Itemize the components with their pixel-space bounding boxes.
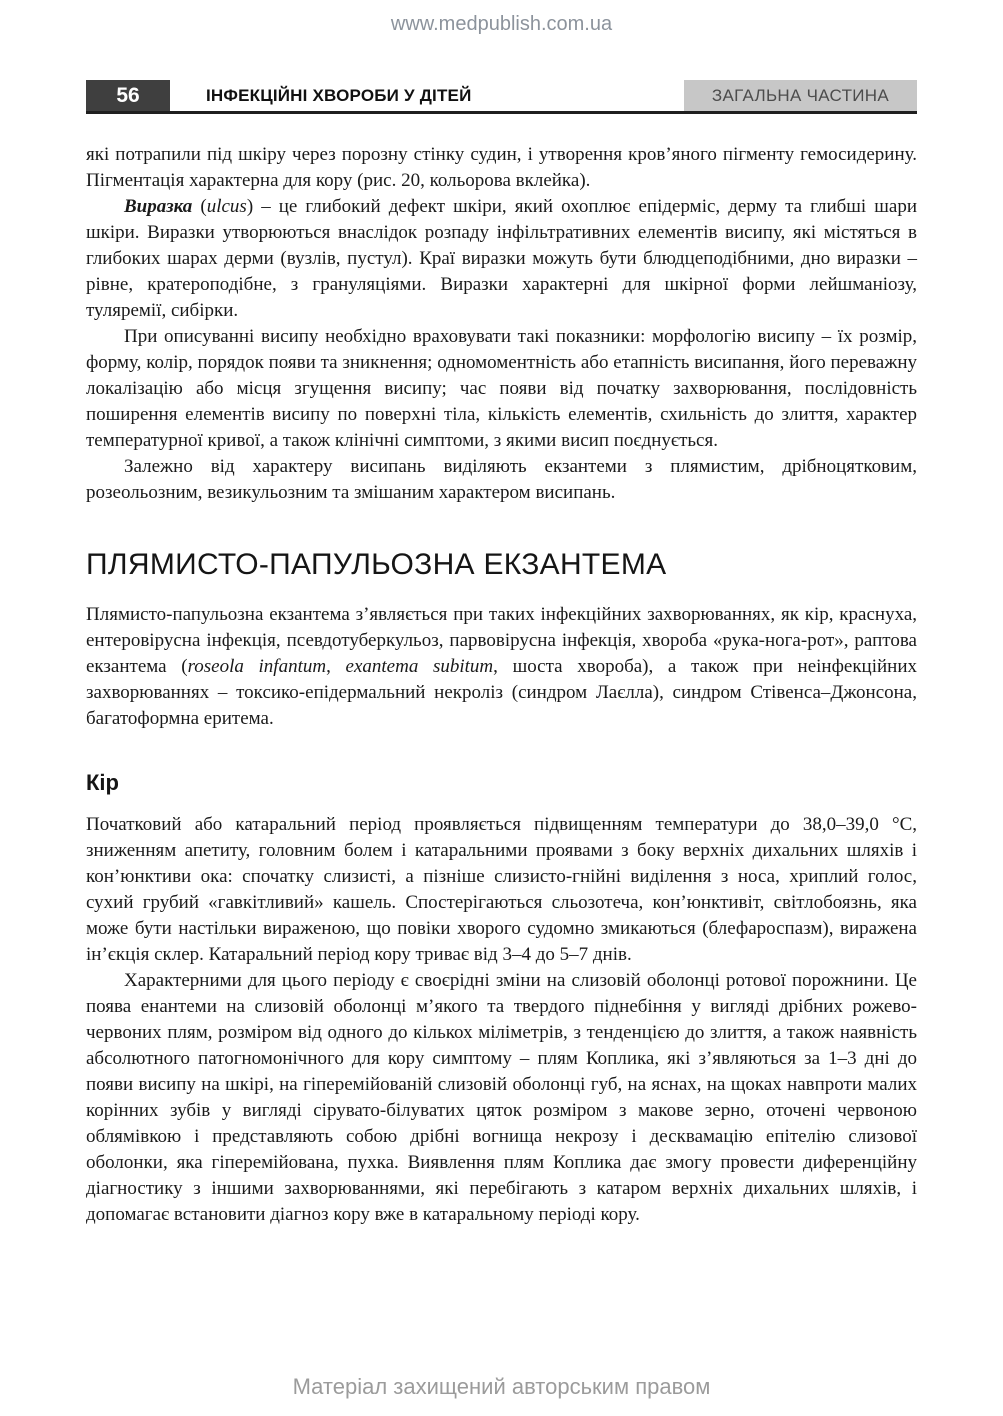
text-segment: При описуванні висипу необхідно враховувати такі показники: морфологію висипу – їх розмір, форму, колір, порядок появи та зникнення; одномоментність або етапність висипання, його переважну локалізацію або місця згущення висипу; час появи від початку захворювання, послідовність поширення елементів висипу по поверхні тіла, кількість елементів, схильність до злиття, характер температурної кривої, а також клінічні симптоми, з якими висип поєднується. [86, 326, 917, 451]
emphasized-term: exantema subitum [345, 656, 494, 677]
text-segment: , шоста хвороба), а також при неінфекційних захворюваннях – токсико-епідермальний некроліз (синдром Лаєлла), синдром Стівенса–Джонсона, багатоформна еритема. [86, 656, 918, 729]
copyright-notice: Матеріал захищений авторським правом [292, 1374, 711, 1399]
page-number: 56 [86, 80, 170, 111]
watermark-url: www.medpublish.com.ua [390, 13, 613, 35]
subsection-heading: Кір [86, 770, 119, 795]
text-segment: Залежно від характеру висипань виділяють екзантеми з плямистим, дрібноцятковим, розеольозним, везикульозним та змішаним характером висипань. [86, 456, 917, 503]
body-paragraph [86, 454, 917, 506]
body-paragraph [86, 142, 917, 194]
text-segment: Плямисто-папульозна екзантема з’являється при таких інфекційних захворюваннях, як кір, краснуха, ентеровірусна інфекція, псевдотуберкульоз, парвовірусна інфекція, хвороба «рука-нога-рот», раптова екзантема ( [86, 604, 917, 677]
emphasized-term: roseola infantum [187, 656, 327, 677]
section-label: ЗАГАЛЬНА ЧАСТИНА [684, 80, 917, 111]
text-segment: які потрапили під шкіру через порозну стінку судин, і утворення кров’яного пігменту гемосидерину. Пігментація характерна для кору (рис. 20, кольорова вклейка). [86, 144, 917, 191]
text-segment: Початковий або катаральний період проявляється підвищенням температури до 38,0–39,0 °С, зниженням апетиту, головним болем і катаральними проявами з боку верхніх дихальних шляхів і кон’юнктиви ока: спочатку слизисті, а пізніше слизисто-гнійні виділення з носа, хриплий голос, сухий грубий «гавкітливий» кашель. Спостерігаються сльозотеча, кон’юнктивіт, світлобоязнь, яка може бути настільки вираженою, що повіки хворого судомно змикаються (блефароспазм), виражена ін’єкція склер. Катаральний період кору триває від 3–4 до 5–7 днів. [86, 814, 917, 965]
body-paragraph [86, 324, 917, 454]
body-paragraph [86, 968, 917, 1228]
book-title: ІНФЕКЦІЙНІ ХВОРОБИ У ДІТЕЙ [206, 85, 472, 105]
text-segment: ( [192, 196, 207, 217]
emphasized-term: Виразка [124, 196, 193, 217]
text-segment: , [326, 656, 346, 677]
page-header [86, 80, 917, 114]
body-paragraph [86, 602, 917, 732]
text-segment: ) – це глибокий дефект шкіри, який охоплює епідерміс, дерму та глибші шари шкіри. Виразки утворюються внаслідок розпаду інфільтративних елементів висипу, які містяться в глибоких шарах дерми (вузлів, пустул). Краї виразки можуть бути блюдцеподібними, дно виразки – рівне, кратероподібне, з грануляціями. Виразки характерні для шкірної форми лейшманіозу, туляремії, сибірки. [86, 196, 917, 321]
body-paragraph [86, 812, 917, 968]
text-segment: Характерними для цього періоду є своєрідні зміни на слизовій оболонці ротової порожнини. Це поява енантеми на слизовій оболонці м’якого та твердого піднебіння у вигляді дрібних рожево-червоних плям, розміром від одного до кількох міліметрів, з тенденцією до злиття, а також наявність абсолютного патогномонічного для кору симптому – плям Коплика, які з’являються за 1–3 дні до появи висипу на шкірі, на гіперемійованій слизовій оболонці губ, на яснах, на щоках навпроти малих корінних зубів у вигляді сірувато-білуватих цяток розміром з макове зерно, оточені червоною облямівкою і представляють собою дрібні вогнища некрозу і десквамацію епітелію слизової оболонки, яка гіперемійована, пухка. Виявлення плям Коплика дає змогу провести диференційну діагностику з іншими захворюваннями, які перебігають з катаром верхніх дихальних шляхів, і допомагає встановити діагноз кору вже в катаральному періоді кору. [86, 970, 917, 1225]
chapter-heading: ПЛЯМИСТО-ПАПУЛЬОЗНА ЕКЗАНТЕМА [86, 548, 667, 581]
emphasized-term: ulcus [206, 196, 247, 217]
page-content [86, 142, 917, 1228]
body-paragraph [86, 194, 917, 324]
